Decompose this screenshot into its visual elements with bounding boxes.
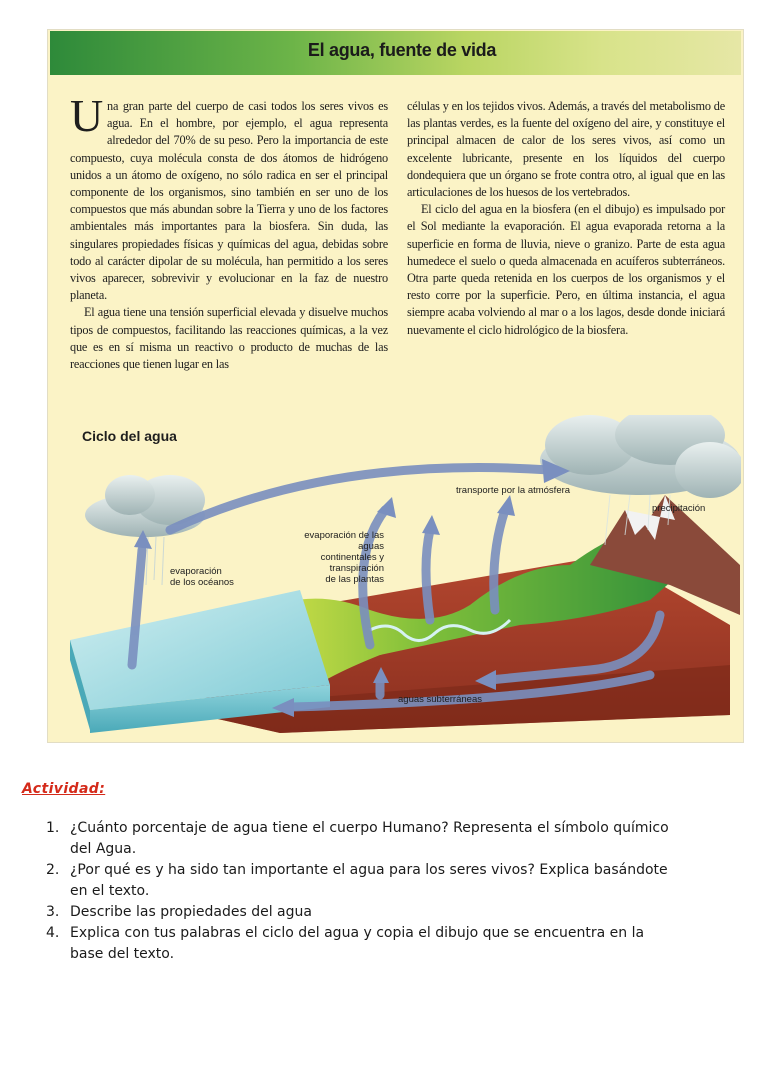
diagram-title: Ciclo del agua <box>82 428 177 444</box>
water-cycle-illustration <box>50 415 741 740</box>
question-number: 4. <box>46 925 60 941</box>
label-groundwater: aguas subterráneas <box>398 694 482 705</box>
article-paragraph: Una gran parte del cuerpo de casi todos los seres vivos es agua. En el hombre, por ejemplo, el agua representa alrededor del 70% de su peso. Pero la importancia de este compuesto, cuya molécula consta de dos átomos de hidrógeno unidos a un átomo de oxígeno, no sólo radica en ser el principal componente de los organismos, sino también en ser uno de los compuestos que más abundan sobre la Tierra y uno de los factores ambientales más importantes para la biosfera. Sin duda, las singulares propiedades físicas y químicas del agua, debidas sobre todo al carácter dipolar de su molécula, han permitido a los seres vivos aparecer, sobrevivir y evolucionar en la faz de nuestro planeta. <box>70 90 388 303</box>
article-paragraph: El ciclo del agua en la biosfera (en el dibujo) es impulsado por el Sol mediante la evaporación. El agua evaporada retorna a la superficie en forma de lluvia, nieve o granizo. Parte de esta agua humedece el suelo o queda almacenada en acuíferos subterráneos. Otra parte queda retenida en los cuerpos de los organismos y el resto corre por la superficie. Pero, en última instancia, el agua siempre acaba volviendo al mar o a los lagos, desde donde iniciará nuevamente el ciclo hidrológico de la biosfera. <box>407 202 725 337</box>
label-continental-evaporation: evaporación de las aguas continentales y transpiración de las plantas <box>304 530 384 585</box>
article-title: El agua, fuente de vida <box>307 40 497 60</box>
article-paragraph: El agua tiene una tensión superficial elevada y disuelve muchos tipos de compuestos, facilitando las reacciones químicas, a la vez que es en sí misma un reactivo o producto de muchas de las reacciones que tienen lugar en las <box>70 305 388 372</box>
article-right-column <box>407 98 725 339</box>
question-item: 1. ¿Cuánto porcentaje de agua tiene el cuerpo Humano? Representa el símbolo químico del Agua. <box>46 820 669 857</box>
article-left-column <box>70 90 388 373</box>
storm-cloud <box>540 415 741 498</box>
question-number: 3. <box>46 904 60 920</box>
question-item: 2. ¿Por qué es y ha sido tan importante el agua para los seres vivos? Explica basándote en el texto. <box>46 862 668 899</box>
question-item: 4. Explica con tus palabras el ciclo del agua y copia el dibujo que se encuentra en la base del texto. <box>46 925 645 962</box>
question-list <box>34 818 746 965</box>
label-atmosphere-transport: transporte por la atmósfera <box>456 485 571 496</box>
question-number: 2. <box>46 862 60 878</box>
rain-cloud <box>85 475 205 537</box>
activity-heading: Actividad: <box>22 781 106 797</box>
label-precipitation: precipitación <box>652 503 706 514</box>
drop-cap: U <box>70 90 104 141</box>
question-number: 1. <box>46 820 60 836</box>
label-ocean-evaporation: evaporación de los océanos <box>170 566 234 588</box>
question-item: 3. Describe las propiedades del agua <box>34 902 746 923</box>
article-paragraph: células y en los tejidos vivos. Además, a través del metabolismo de las plantas verdes, es la fuente del oxígeno del aire, y constituye el principal almacen de calor de los seres vivos, así como un excelente lubricante, presente en los líquidos del cuerpo dondequiera que un órgano se frote contra otro, al igual que en las articulaciones de los huesos de los vertebrados. <box>407 99 725 200</box>
